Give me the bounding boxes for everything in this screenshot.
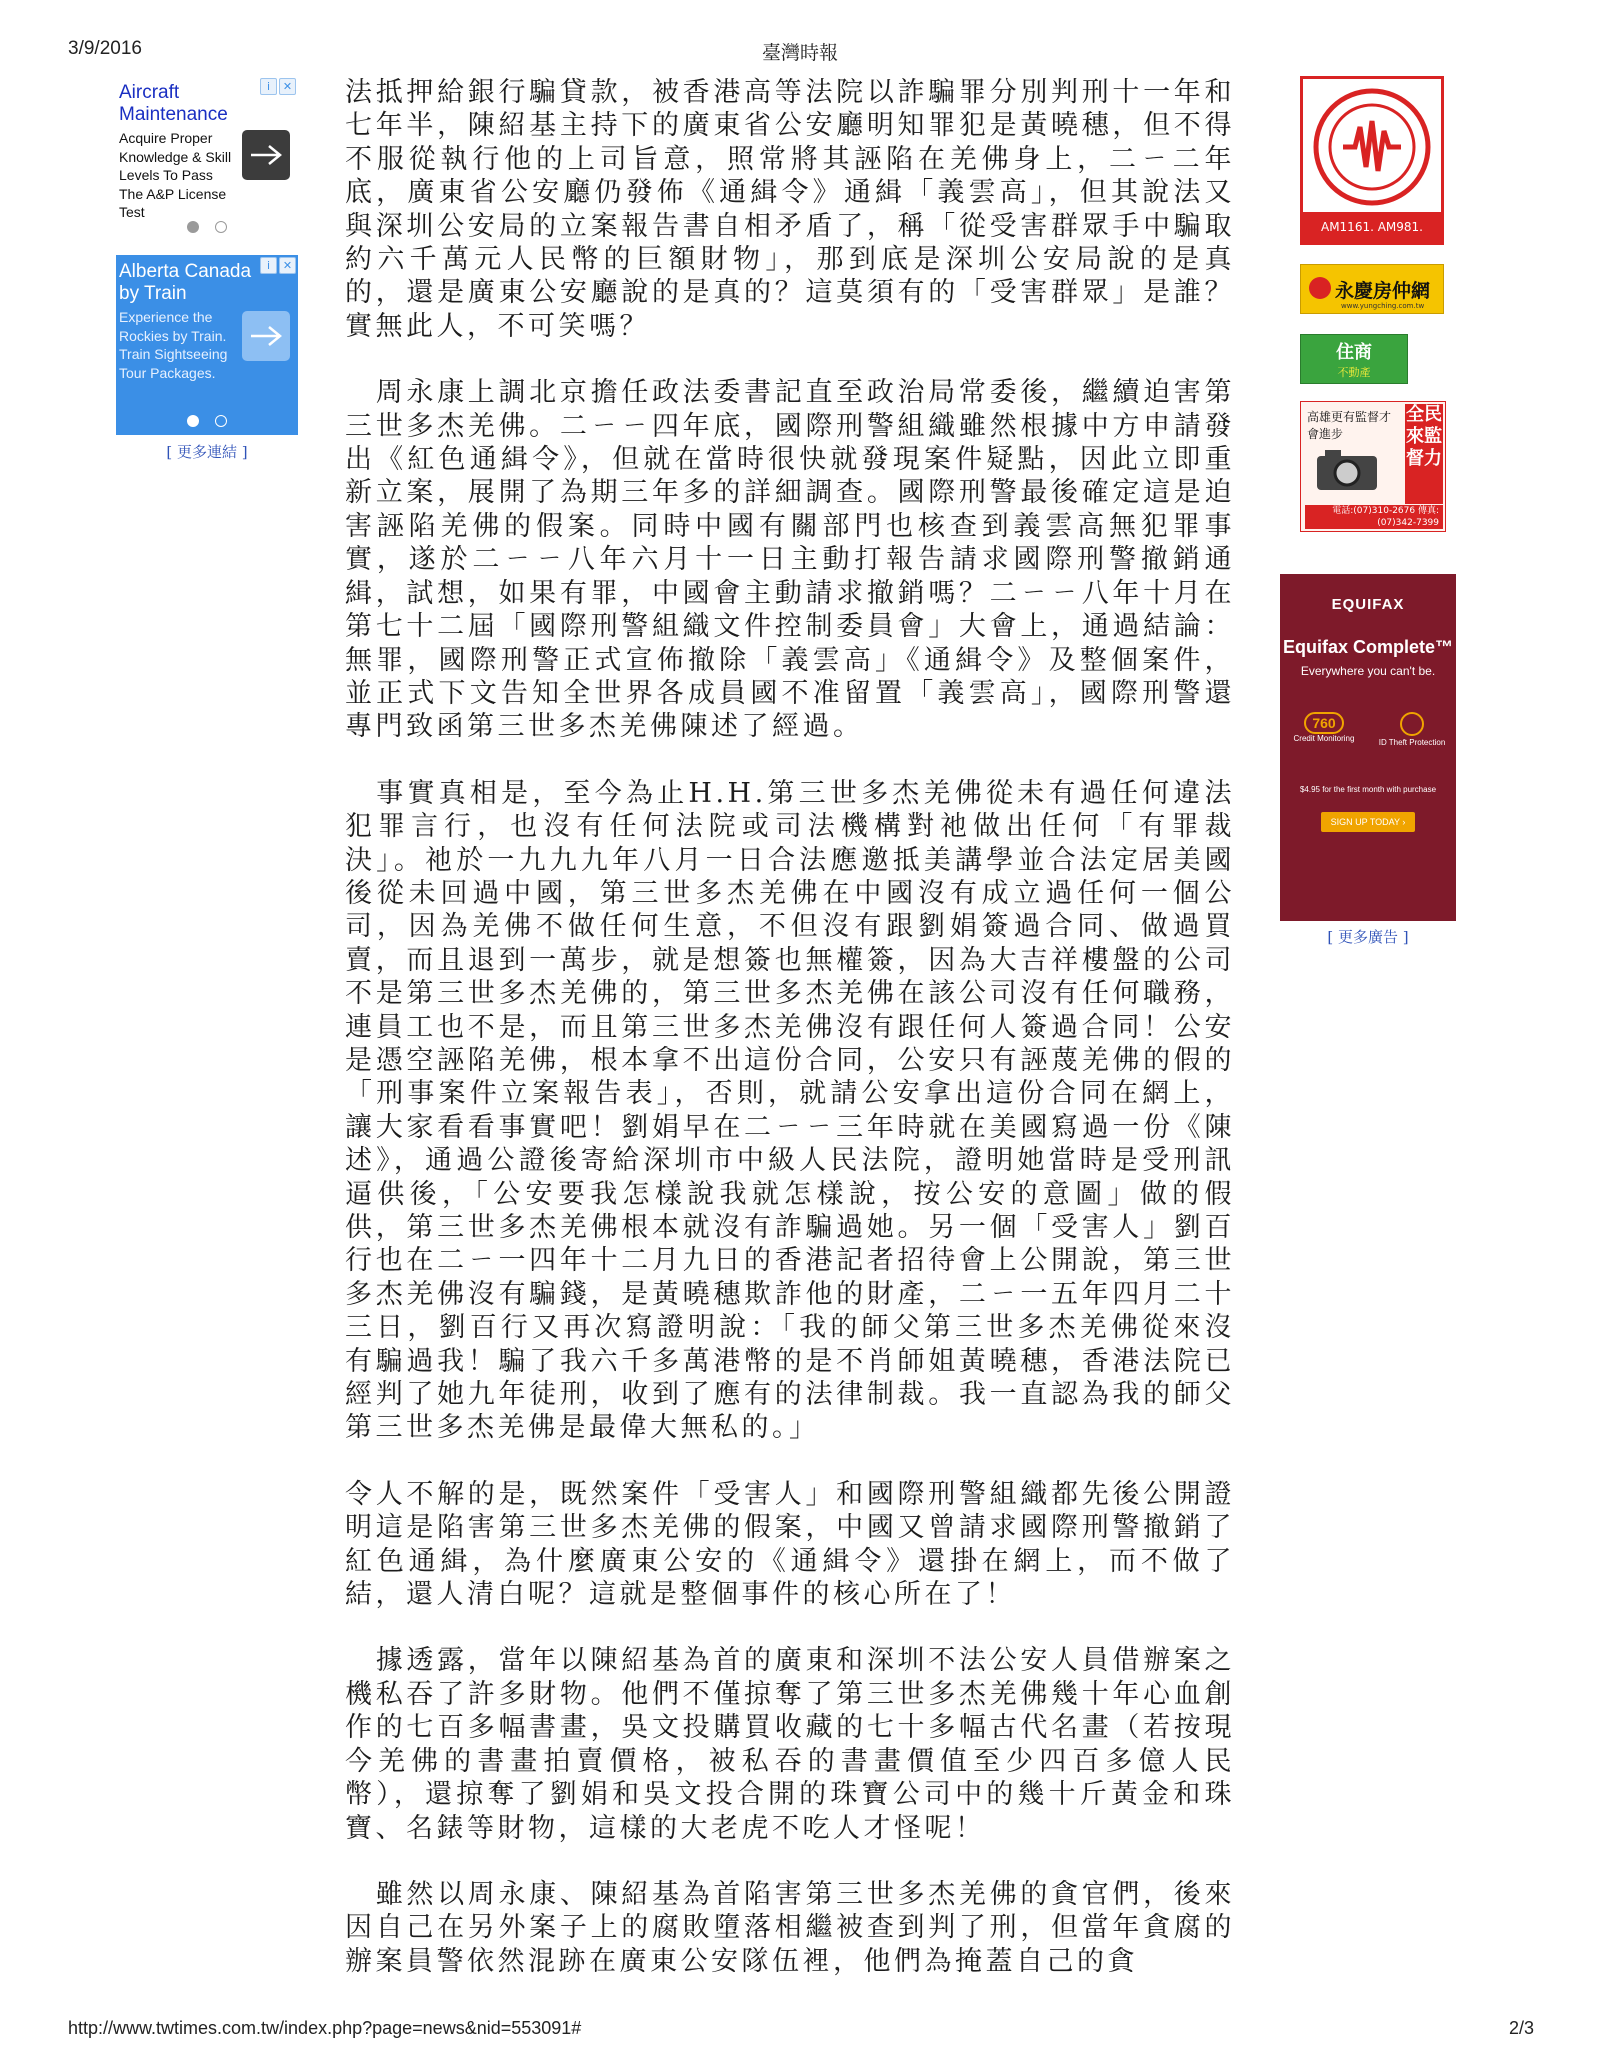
watch-phone: 電話:(07)310-2676 傳真:(07)342-7399 [1305,505,1443,529]
citizen-watch-ad[interactable] [1300,401,1446,532]
arrow-right-icon[interactable] [242,130,290,180]
more-links-link[interactable]: [ 更多連結 ] [166,443,248,461]
yungching-label: 永慶房仲網 [1335,279,1431,302]
print-page-number: 2/3 [1508,2018,1534,2038]
yungching-url: www.yungching.com.tw [1341,302,1425,310]
ad-title[interactable]: Alberta Canada by Train [119,261,252,304]
article-paragraph: 令人不解的是，既然案件「受害人」和國際刑警組織都先後公開證明這是陷害第三世多杰羌佛的假案，中國又曾請求國際刑警撤銷了紅色通緝，為什麼廣東公安的《通緝令》還掛在網上，而不做了結，還人清白呢？這就是整個事件的核心所在了！ [345,1478,1235,1611]
id-theft-feature [1372,712,1452,747]
radio-frequencies: AM1161. AM981. AM882 [1303,212,1441,242]
estate-line2: 不動產 [1337,366,1371,379]
equifax-title: Equifax Complete™ [1282,637,1454,657]
camera-icon [1313,446,1383,496]
yungching-logo[interactable] [1300,264,1444,314]
credit-monitoring-feature [1284,712,1364,747]
article-paragraph: 事實真相是，至今為止H.H.第三世多杰羌佛從未有過任何違法犯罪言行，也沒有任何法院或司法機構對祂做出任何「有罪裁決」。祂於一九九九年八月一日合法應邀抵美講學並合法定居美國後從未回過中國，第三世多杰羌佛在中國沒有成立過任何一個公司，因為羌佛不做任何生意，不但沒有跟劉娟簽過合同、做過買賣，而且退到一萬步，就是想簽也無權簽，因為大吉祥樓盤的公司不是第三世多杰羌佛的，第三世多杰羌佛在該公司沒有任何職務，連員工也不是，而且第三世多杰羌佛沒有跟任何人簽過合同！公安是憑空誣陷羌佛，根本拿不出這份合同，公安只有誣蔑羌佛的假的「刑事案件立案報告表」，否則，就請公安拿出這份合同在網上，讓大家看看事實吧！劉娟早在二ㄧㄧ三年時就在美國寫過一份《陳述》，通過公證後寄給深圳市中級人民法院，證明她當時是受刑訊逼供後，「公安要我怎樣說我就怎樣說，按公安的意圖」做的假供，第三世多杰羌佛根本就沒有詐騙過她。另一個「受害人」劉百行也在二ㄧ一四年十二月九日的香港記者招待會上公開說，第三世多杰羌佛沒有騙錢，是黃曉穗欺詐他的財產，二ㄧ一五年四月二十三日，劉百行又再次寫證明說：「我的師父第三世多杰羌佛從來沒有騙過我！騙了我六千多萬港幣的是不肖師姐黃曉穗，香港法院已經判了她九年徒刑，收到了應有的法律制裁。我一直認為我的師父第三世多杰羌佛是最偉大無私的。」 [345,777,1235,1444]
ad-info-icon[interactable]: i [260,78,277,95]
more-ads-link[interactable]: [ 更多廣告 ] [1327,928,1409,946]
fingerprint-icon [1400,712,1424,736]
estate-line1: 住商 [1336,342,1372,363]
ad-alberta-train[interactable] [116,255,298,435]
equifax-subtitle: Everywhere you can't be. [1300,664,1436,678]
watch-small-text: 高雄更有監督才會進步 [1307,410,1392,441]
ad-info-icon[interactable]: i [260,257,277,274]
ad-choices-badge[interactable] [260,78,296,95]
ad-close-icon[interactable]: ✕ [279,78,296,95]
article-paragraph: 周永康上調北京擔任政法委書記直至政治局常委後，繼續迫害第三世多杰羌佛。二ㄧㄧ四年底，國際刑警組織雖然根據中方申請發出《紅色通緝令》，但就在當時很快就發現案件疑點，因此立即重新立案，展開了為期三年多的詳細調查。國際刑警最後確定這是迫害誣陷羌佛的假案。同時中國有關部門也核查到義雲高無犯罪事實，遂於二ㄧㄧ八年六月十一日主動打報告請求國際刑警撤銷通緝，試想，如果有罪，中國會主動請求撤銷嗎？二ㄧㄧ八年十月在第七十二屆「國際刑警組織文件控制委員會」大會上，通過結論：無罪，國際刑警正式宣佈撤除「義雲高」《通緝令》及整個案件，並正式下文告知全世界各成員國不准留置「義雲高」，國際刑警還專門致函第三世多杰羌佛陳述了經過。 [345,377,1235,743]
print-url[interactable]: http://www.twtimes.com.tw/index.php?page=news&nid=553091# [68,2018,582,2038]
credit-monitoring-label: Credit Monitoring [1293,734,1355,743]
pager-dot-active[interactable] [187,221,199,233]
article-body [345,76,1235,2011]
print-page-title: 臺灣時報 [761,42,838,64]
pager-dot-active[interactable] [187,415,199,427]
equifax-ad[interactable] [1280,574,1456,921]
print-date: 3/9/2016 [68,38,142,59]
equifax-brand: EQUIFAX [1331,596,1405,613]
credit-score-icon: 760 [1304,712,1343,734]
article-paragraph: 法抵押給銀行騙貸款，被香港高等法院以詐騙罪分別判刑十一年和七年半，陳紹基主持下的廣東省公安廳明知罪犯是黃曉穗，但不得不服從執行他的上司旨意，照常將其誣陷在羌佛身上，二ㄧ二年底，廣東省公安廳仍發佈《通緝令》通緝「義雲高」，但其說法又與深圳公安局的立案報告書自相矛盾了，稱「從受害群眾手中騙取約六千萬元人民幣的巨額財物」，那到底是深圳公安局說的是真的，還是廣東公安廳說的是真的？這莫須有的「受害群眾」是誰？實無此人，不可笑嗎？ [345,77,1235,342]
ad-pager [116,415,298,427]
ad-text: Experience the Rockies by Train. Train Sightseeing Tour Packages. [119,309,228,381]
arrow-right-icon[interactable] [242,311,290,361]
watch-big-text: 全民來監督力 [1405,404,1443,504]
id-theft-label: ID Theft Protection [1378,738,1446,747]
ad-close-icon[interactable]: ✕ [279,257,296,274]
print-footer [0,2018,1600,2044]
radio-emblem-icon [1303,79,1441,211]
equifax-signup-button[interactable]: SIGN UP TODAY › [1321,812,1416,832]
estate-logo[interactable] [1300,334,1408,384]
ad-text: Acquire Proper Knowledge & Skill Levels To Pass The A&P License Test [119,130,232,220]
print-header [0,38,1600,68]
radio-station-logo[interactable] [1300,76,1444,264]
ad-choices-badge[interactable] [260,257,296,274]
left-ad-column [116,76,298,462]
pager-dot[interactable] [215,415,227,427]
ad-title[interactable]: Aircraft Maintenance [119,82,228,125]
ad-aircraft-maintenance[interactable] [116,76,298,241]
ad-pager [116,221,298,233]
article-paragraph: 雖然以周永康、陳紹基為首陷害第三世多杰羌佛的貪官們，後來因自己在另外案子上的腐敗墮落相繼被查到判了刑，但當年貪腐的辦案員警依然混跡在廣東公安隊伍裡，他們為掩蓋自己的貪 [345,1878,1235,1977]
pager-dot[interactable] [215,221,227,233]
article-paragraph: 據透露，當年以陳紹基為首的廣東和深圳不法公安人員借辦案之機私吞了許多財物。他們不僅掠奪了第三世多杰羌佛幾十年心血創作的七百多幅書畫，吳文投購買收藏的七十多幅古代名畫（若按現今羌佛的書畫拍賣價格，被私吞的書畫價值至少四百多億人民幣），還掠奪了劉娟和吳文投合開的珠寶公司中的幾十斤黃金和珠寶、名錶等財物，這樣的大老虎不吃人才怪呢！ [345,1645,1235,1844]
equifax-price: $4.95 for the first month with purchase [1299,785,1437,794]
house-icon [1309,277,1331,299]
equifax-features [1280,712,1456,747]
